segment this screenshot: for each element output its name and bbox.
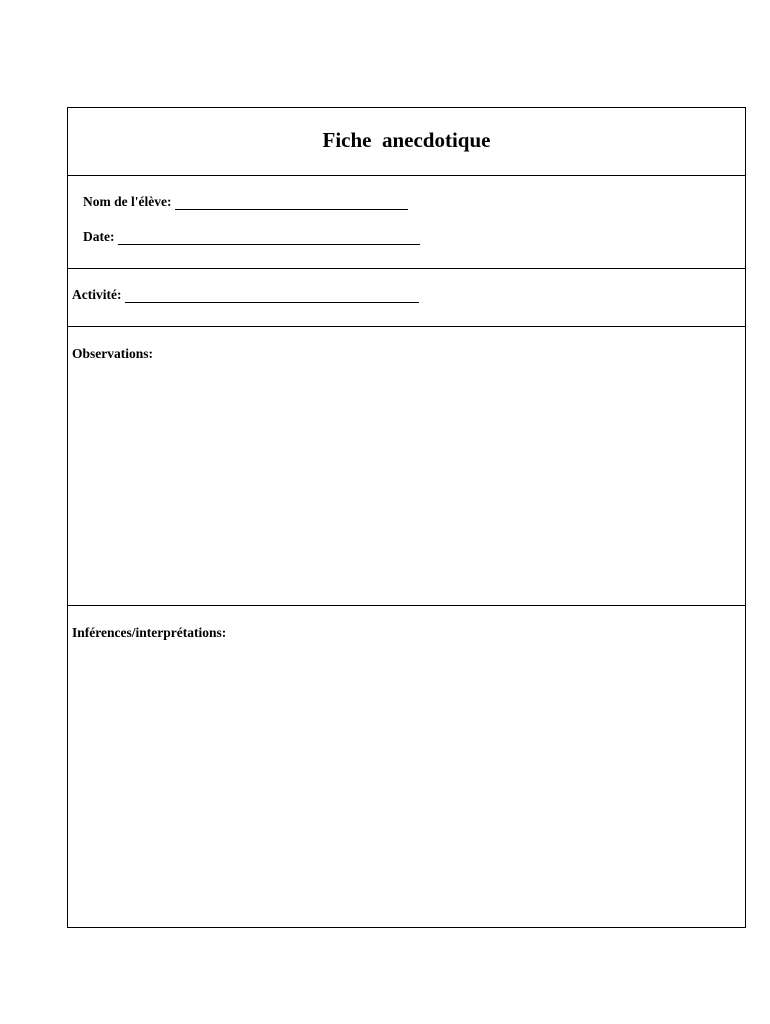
activity-label: Activité: (72, 287, 122, 302)
observations-label: Observations: (72, 346, 153, 361)
date-blank-line[interactable] (118, 232, 420, 245)
activity-blank-line[interactable] (125, 290, 419, 303)
anecdotal-record-form (67, 107, 746, 928)
student-name-label: Nom de l'élève: (83, 194, 172, 209)
activity-field[interactable] (72, 287, 419, 303)
inferences-section[interactable] (68, 606, 745, 927)
student-info-section (68, 176, 745, 269)
date-label: Date: (83, 229, 115, 244)
inferences-label: Inférences/interprétations: (72, 625, 227, 640)
date-field[interactable] (83, 229, 420, 245)
student-name-field[interactable] (83, 194, 408, 210)
form-title: Fiche anecdotique (322, 128, 491, 152)
observations-section[interactable] (68, 327, 745, 606)
student-name-blank-line[interactable] (175, 197, 408, 210)
